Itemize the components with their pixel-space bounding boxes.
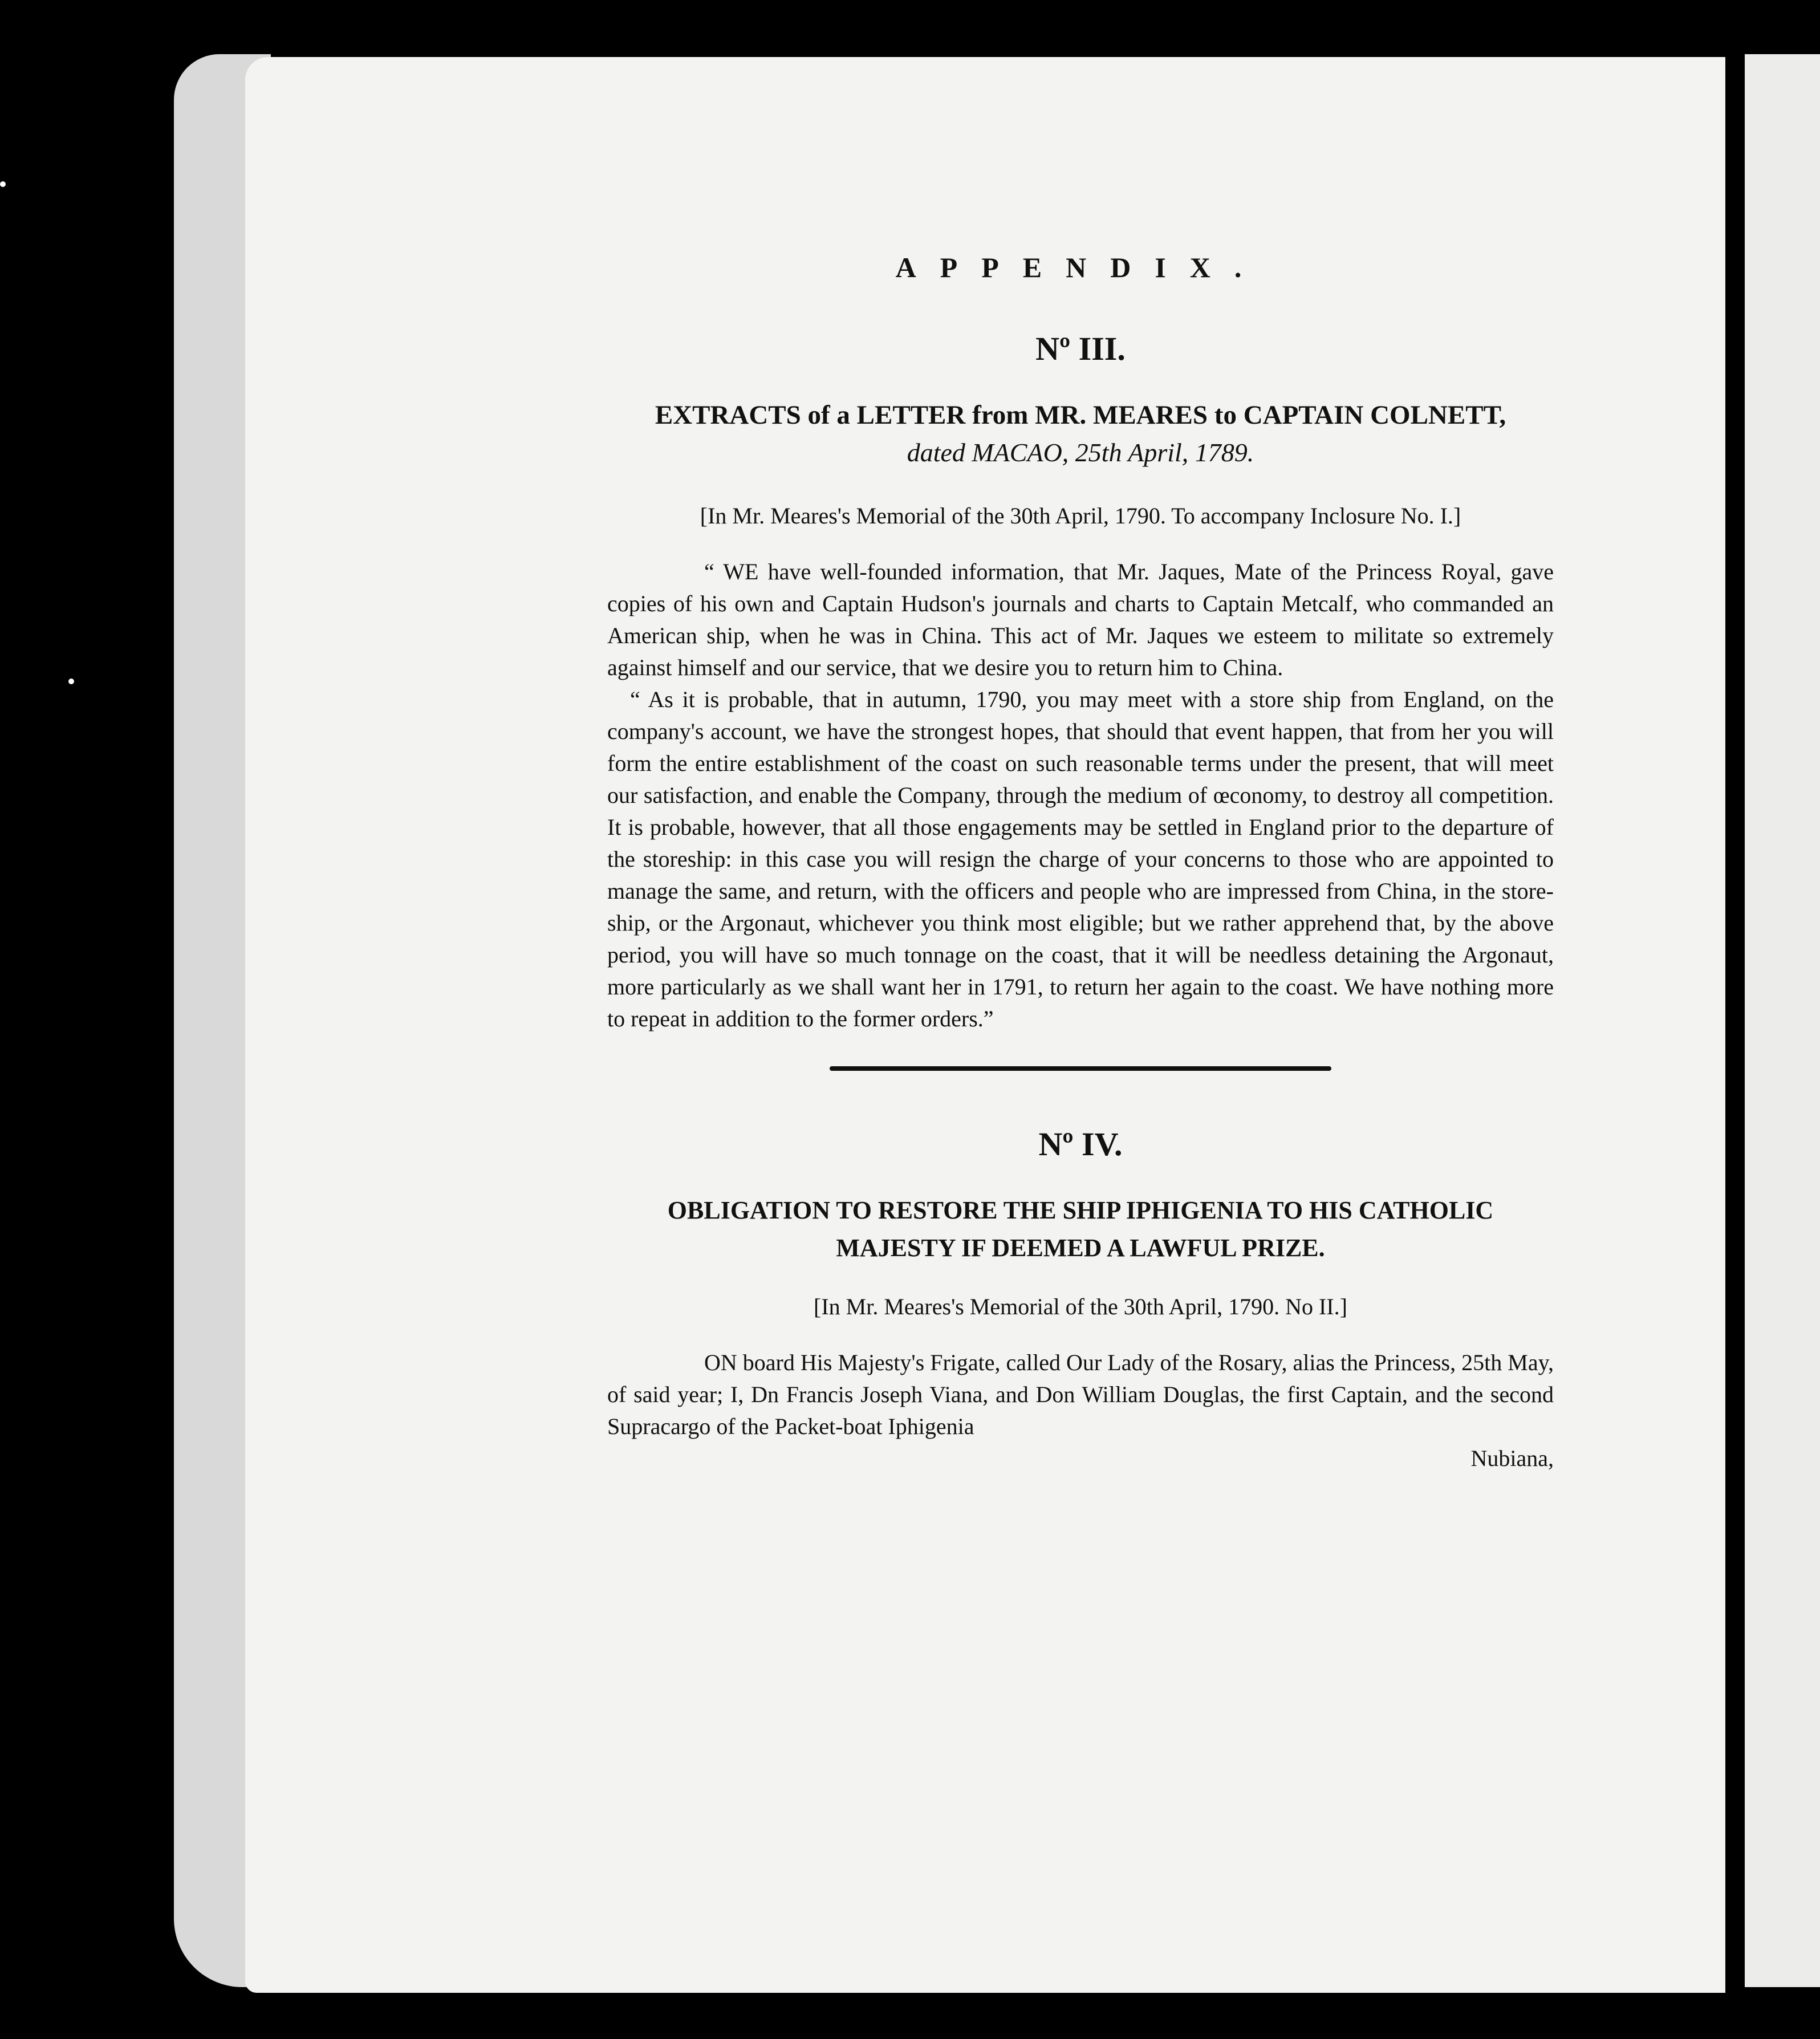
section-number: Nº IV.	[1038, 1126, 1123, 1163]
body-paragraph: “ As it is probable, that in autumn, 1790, you may meet with a store ship from England, on the company's account, we have the strongest hopes, that should that event happen, that from her you will form the entire establishment of the coast on such reasonable terms under the present, that will meet our satisfaction, and enable the Company, through the medium of œconomy, to destroy all competition. It is probable, however, that all those engagements may be settled in England prior to the departure of the storeship: in this case you will resign the charge of your concerns to those who are appointed to manage the same, and return, with the officers and people who are impressed from China, in the store-ship, or the Argonaut, whichever you think most eligible; but we rather apprehend that, by the above period, you will have so much tonnage on the coast, that it will be needless detaining the Argonaut, more particularly as we shall want her in 1791, to return her again to the coast. We have nothing more to repeat in addition to the former orders.”	[607, 687, 1554, 1031]
facing-page-edge	[1745, 54, 1820, 1987]
page-content	[607, 251, 1554, 1475]
section-title: EXTRACTS of a LETTER from MR. MEARES to CAPTAIN COLNETT,	[655, 400, 1506, 430]
catchword: Nubiana,	[1470, 1445, 1554, 1471]
body-paragraph: “ WE have well-founded information, that Mr. Jaques, Mate of the Princess Royal, gave copies of his own and Captain Hudson's journals and charts to Captain Metcalf, who commanded an American ship, when he was in China. This act of Mr. Jaques we esteem to militate so extremely against himself and our service, that we desire you to return him to China.	[607, 559, 1554, 680]
section-number: Nº III.	[1035, 330, 1126, 367]
book-fold	[1725, 54, 1745, 1987]
section-subtitle: dated MACAO, 25th April, 1789.	[907, 438, 1254, 467]
scan-speck	[68, 679, 74, 684]
source-note: [In Mr. Meares's Memorial of the 30th April, 1790. To accompany Inclosure No. I.]	[700, 503, 1461, 529]
running-head: APPENDIX.	[895, 251, 1266, 283]
scan-speck	[0, 181, 6, 187]
source-note: [In Mr. Meares's Memorial of the 30th April, 1790. No II.]	[814, 1294, 1347, 1319]
section-title: OBLIGATION TO RESTORE THE SHIP IPHIGENIA TO HIS CATHOLIC MAJESTY IF DEEMED A LAWFUL PRIZE.	[667, 1196, 1494, 1262]
section-divider-rule	[830, 1066, 1331, 1071]
body-paragraph: ON board His Majesty's Frigate, called Our Lady of the Rosary, alias the Princess, 25th May, of said year; I, Dn Francis Joseph Viana, and Don William Douglas, the first Captain, and the second Supracargo of the Packet-boat Iphigenia	[607, 1350, 1554, 1439]
